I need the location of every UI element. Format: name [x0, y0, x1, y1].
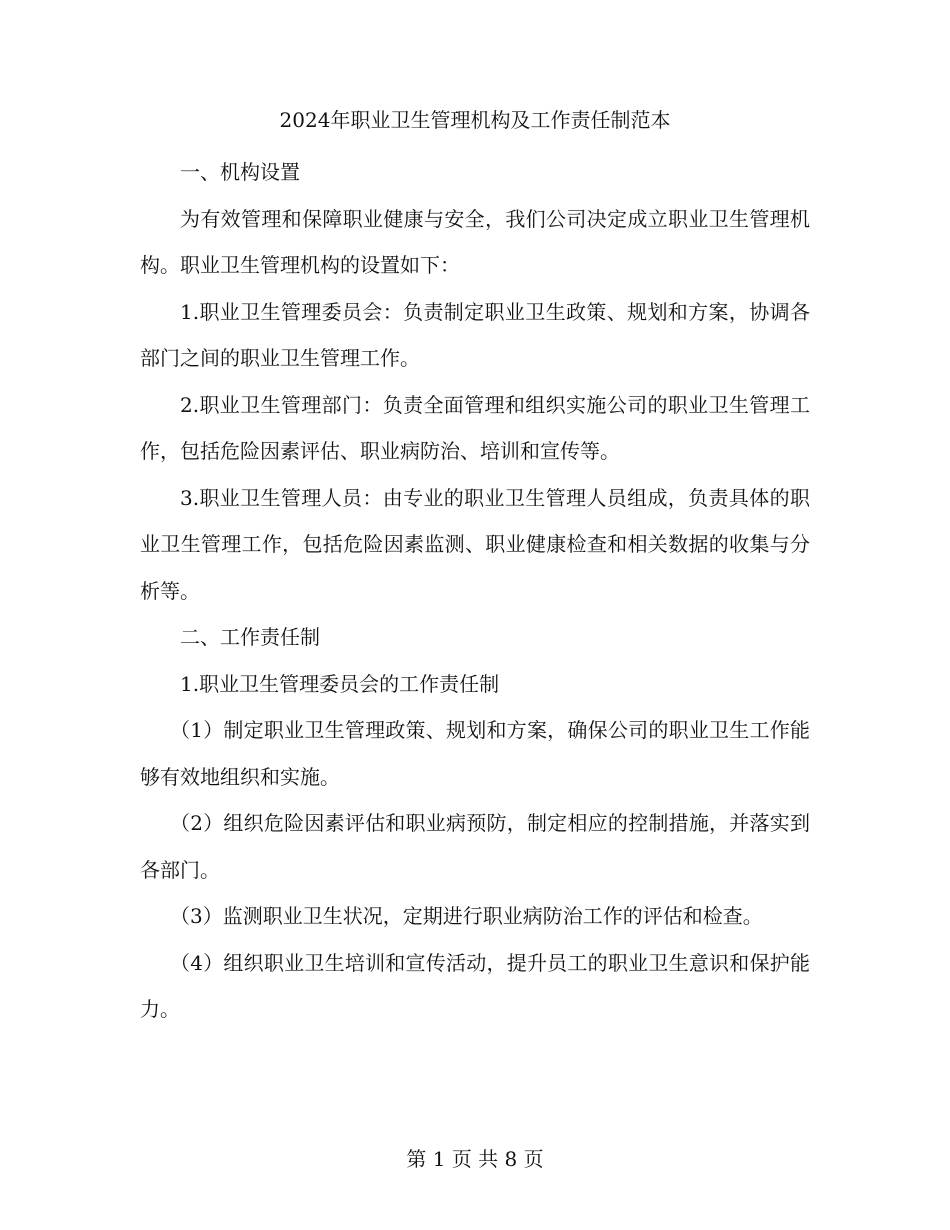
document-title: 2024年职业卫生管理机构及工作责任制范本 [279, 108, 671, 132]
document-body [140, 149, 810, 1033]
section-heading-responsibility: 二、工作责任制 [180, 625, 320, 649]
list-item-1: （1）制定职业卫生管理政策、规划和方案，确保公司的职业卫生工作能够有效地组织和实施。 [140, 718, 810, 789]
section-heading-organization: 一、机构设置 [180, 160, 300, 184]
paragraph-intro: 为有效管理和保障职业健康与安全，我们公司决定成立职业卫生管理机构。职业卫生管理机构的设置如下： [140, 206, 810, 277]
subheading-committee-responsibility: 1.职业卫生管理委员会的工作责任制 [180, 671, 500, 696]
list-item-2: （2）组织危险因素评估和职业病预防，制定相应的控制措施，并落实到各部门。 [140, 811, 810, 882]
list-item-3: （3）监测职业卫生状况，定期进行职业病防治工作的评估和检查。 [170, 904, 763, 928]
page-footer: 第 1 页 共 8 页 [406, 1147, 544, 1171]
paragraph-personnel: 3.职业卫生管理人员：由专业的职业卫生管理人员组成，负责具体的职业卫生管理工作，包括危险因素监测、职业健康检查和相关数据的收集与分析等。 [140, 485, 810, 603]
paragraph-department: 2.职业卫生管理部门：负责全面管理和组织实施公司的职业卫生管理工作，包括危险因素评估、职业病防治、培训和宣传等。 [140, 392, 810, 463]
list-item-4: （4）组织职业卫生培训和宣传活动，提升员工的职业卫生意识和保护能力。 [140, 950, 810, 1021]
paragraph-committee: 1.职业卫生管理委员会：负责制定职业卫生政策、规划和方案，协调各部门之间的职业卫生管理工作。 [140, 299, 810, 370]
